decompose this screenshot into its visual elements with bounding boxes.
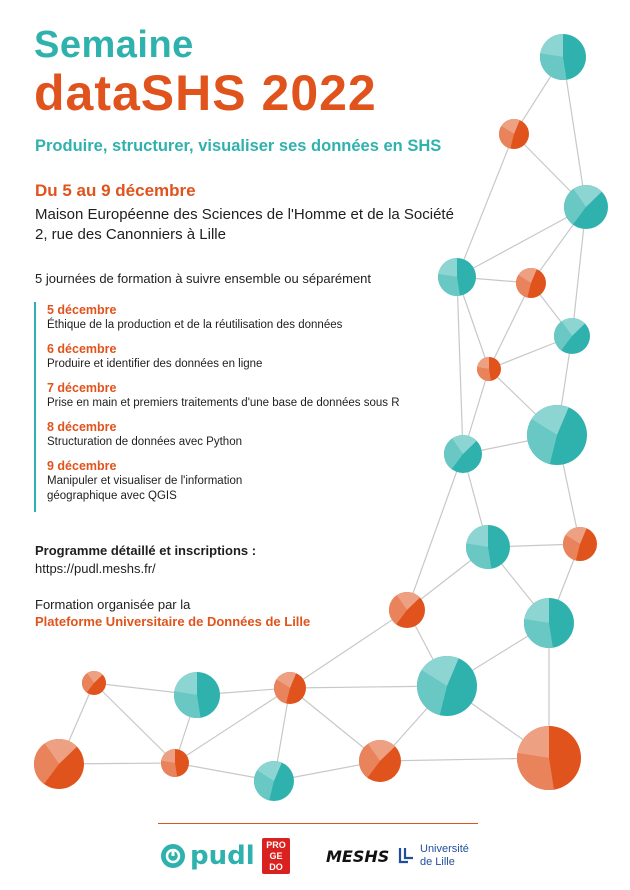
progedo-logo-box — [262, 838, 290, 874]
session-item — [47, 419, 467, 450]
network-node — [389, 592, 425, 628]
network-node — [417, 656, 477, 716]
footer-divider — [158, 823, 478, 824]
meshs-logo-text: MESHS — [326, 846, 390, 866]
session-date: 5 décembre — [47, 303, 117, 317]
network-edge — [457, 207, 586, 277]
ulille-line: de Lille — [420, 856, 455, 868]
network-node — [499, 119, 529, 149]
ulille-icon — [398, 846, 416, 866]
venue-line-2: 2, rue des Canonniers à Lille — [35, 226, 226, 243]
ulille-line: Université — [420, 843, 469, 855]
progedo-logo — [262, 836, 290, 876]
session-item — [47, 458, 467, 504]
pudl-icon — [160, 843, 186, 869]
network-node — [438, 258, 476, 296]
subtitle: Produire, structurer, visualiser ses données en SHS — [35, 137, 442, 155]
network-node — [527, 405, 587, 465]
meshs-logo — [326, 836, 389, 876]
session-title: Prise en main et premiers traitements d'une base de données sous R — [47, 397, 400, 409]
network-edge — [94, 683, 175, 763]
network-edge — [457, 134, 514, 277]
event-venue — [35, 205, 454, 245]
session-date: 7 décembre — [47, 381, 117, 395]
ulille-logo — [398, 836, 469, 876]
network-node — [477, 357, 501, 381]
venue-line-1: Maison Européenne des Sciences de l'Homme et de la Société — [35, 206, 454, 223]
intro-text: 5 journées de formation à suivre ensemble ou séparément — [35, 271, 372, 286]
program-url-link[interactable]: https://pudl.meshs.fr/ — [35, 561, 156, 576]
session-date: 9 décembre — [47, 459, 117, 473]
progedo-line: DO — [269, 861, 283, 872]
network-node — [34, 739, 84, 789]
progedo-line: GE — [269, 850, 283, 861]
session-list — [34, 302, 467, 512]
program-label: Programme détaillé et inscriptions : — [35, 543, 257, 558]
session-title: Structuration de données avec Python — [47, 436, 242, 448]
session-title: Éthique de la production et de la réutilisation des données — [47, 319, 343, 331]
session-date: 6 décembre — [47, 342, 117, 356]
network-node — [563, 527, 597, 561]
network-node — [254, 761, 294, 801]
network-node — [161, 749, 189, 777]
network-node — [82, 671, 106, 695]
network-node — [516, 268, 546, 298]
session-title: Produire et identifier des données en ligne — [47, 358, 263, 370]
session-title: Manipuler et visualiser de l'information géographique avec QGIS — [47, 475, 243, 502]
event-dates: Du 5 au 9 décembre — [35, 181, 196, 200]
network-node — [359, 740, 401, 782]
session-item — [47, 341, 467, 372]
session-date: 8 décembre — [47, 420, 117, 434]
session-item — [47, 302, 467, 333]
network-node — [517, 726, 581, 790]
organizer-label: Formation organisée par la — [35, 597, 191, 612]
title-line-2: dataSHS 2022 — [34, 65, 377, 121]
network-node — [564, 185, 608, 229]
title-line-1: Semaine — [34, 24, 194, 66]
network-node — [524, 598, 574, 648]
pudl-logo-text: pudl — [190, 841, 255, 871]
pudl-logo — [160, 836, 255, 876]
progedo-line: PRO — [266, 839, 286, 850]
organizer-name: Plateforme Universitaire de Données de Lille — [35, 614, 311, 629]
network-node — [540, 34, 586, 80]
ulille-logo-text — [420, 843, 469, 869]
session-item — [47, 380, 467, 411]
network-node — [466, 525, 510, 569]
network-node — [554, 318, 590, 354]
network-node — [274, 672, 306, 704]
network-node — [174, 672, 220, 718]
